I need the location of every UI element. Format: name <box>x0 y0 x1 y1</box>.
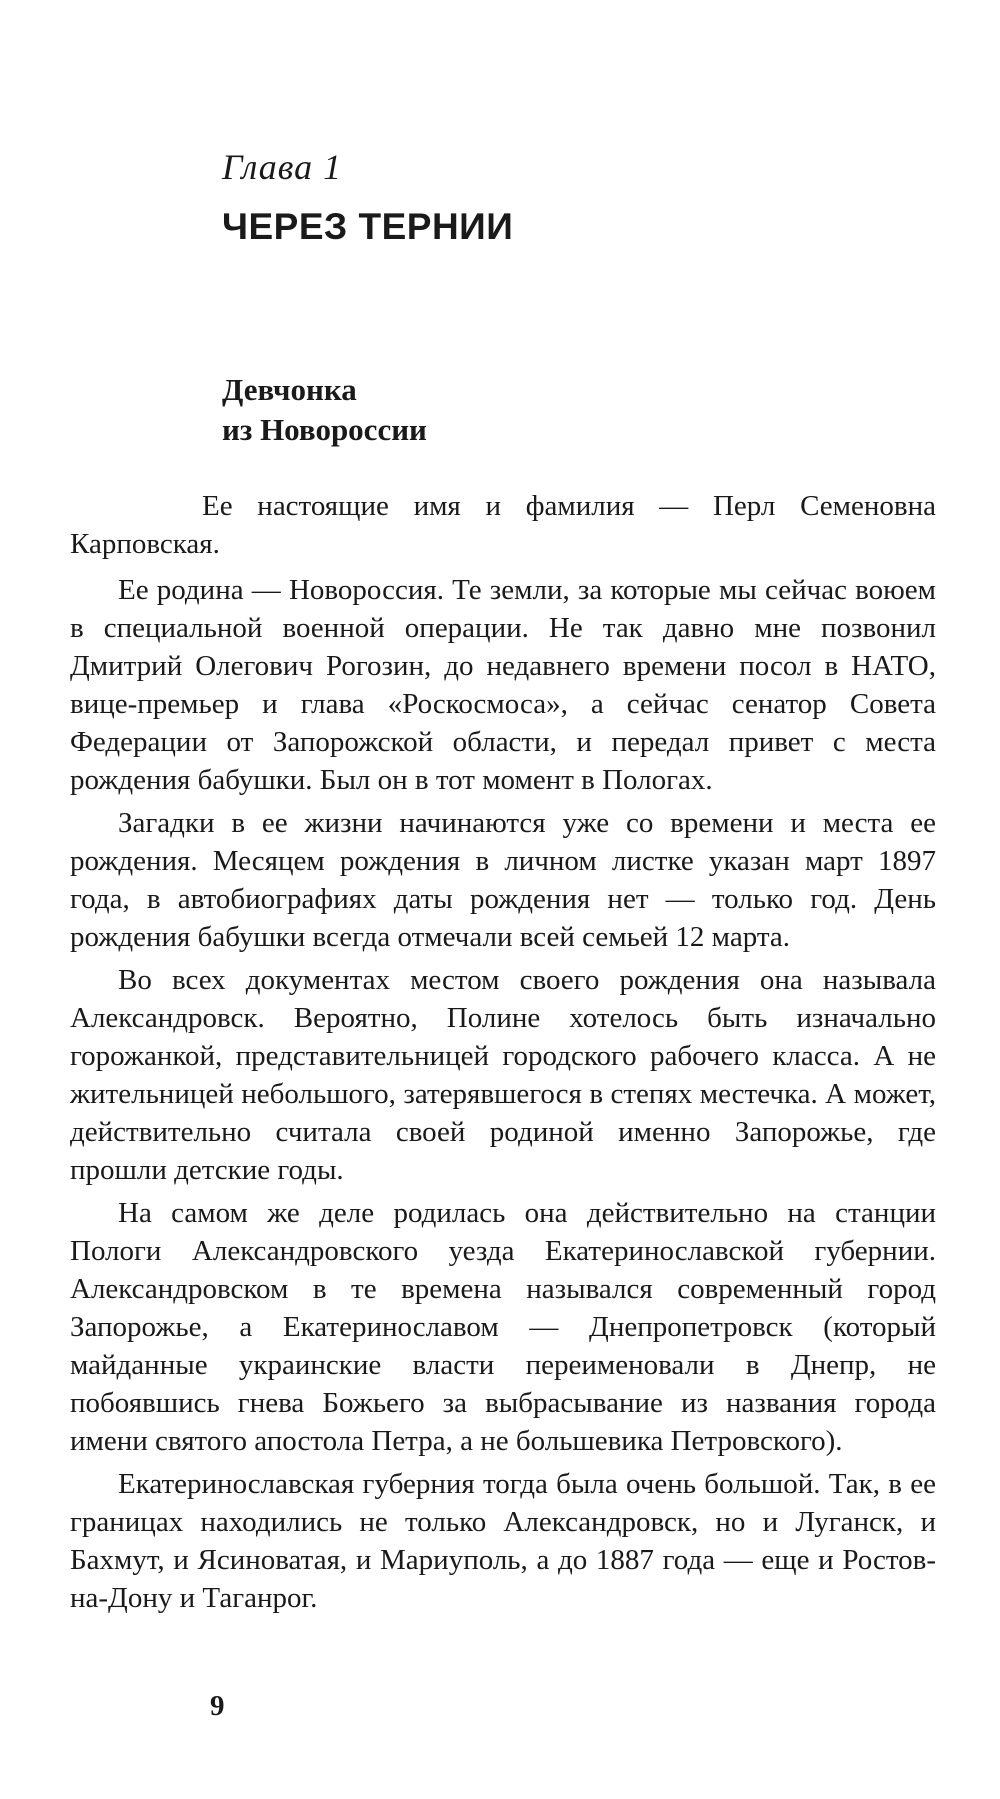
paragraph: Ее настоящие имя и фамилия — Перл Семеновна Карповская. <box>70 490 936 560</box>
chapter-title: ЧЕРЕЗ ТЕРНИИ <box>222 206 514 247</box>
paragraph: На самом же деле родилась она действительно на станции Пологи Александровского уезда Екатеринославской губернии. Александровском в те времена назывался современный город Запорожье, а Екатеринославом — Днепропетровск (который майданные украинские власти переименовали в Днепр, не побоявшись гнева Божьего за выбрасывание из названия города имени святого апостола Петра, а не большевика Петровского). <box>70 1197 936 1457</box>
paragraph: Загадки в ее жизни начинаются уже со времени и места ее рождения. Месяцем рождения в личном листке указан март 1897 года, в автобиографиях даты рождения нет — только год. День рождения бабушки всегда отмечали всей семьей 12 марта. <box>70 807 936 953</box>
paragraph: Екатеринославская губерния тогда была очень большой. Так, в ее границах находились не только Александровск, но и Луганск, и Бахмут, и Ясиноватая, и Мариуполь, а до 1887 года — еще и Ростов-на-Дону и Таганрог. <box>70 1468 936 1614</box>
paragraph: Ее родина — Новороссия. Те земли, за которые мы сейчас воюем в специальной военной операции. Не так давно мне позвонил Дмитрий Олегович Рогозин, до недавнего времени посол в НАТО, вице-премьер и глава «Роскосмоса», а сейчас сенатор Совета Федерации от Запорожской области, и передал привет с места рождения бабушки. Был он в тот момент в Пологах. <box>70 574 936 796</box>
section-title-line-2: из Новороссии <box>222 412 427 447</box>
paragraph: Во всех документах местом своего рождения она называла Александровск. Вероятно, Полине хотелось быть изначально горожанкой, представительницей городского рабочего класса. А не жительницей небольшого, затерявшегося в степях местечка. А может, действительно считала своей родиной именно Запорожье, где прошли детские годы. <box>70 964 936 1186</box>
page-number: 9 <box>210 1690 225 1722</box>
section-title <box>222 370 427 450</box>
body-text <box>70 487 936 1622</box>
section-title-line-1: Девчонка <box>222 372 357 407</box>
chapter-label: Глава 1 <box>222 147 343 187</box>
